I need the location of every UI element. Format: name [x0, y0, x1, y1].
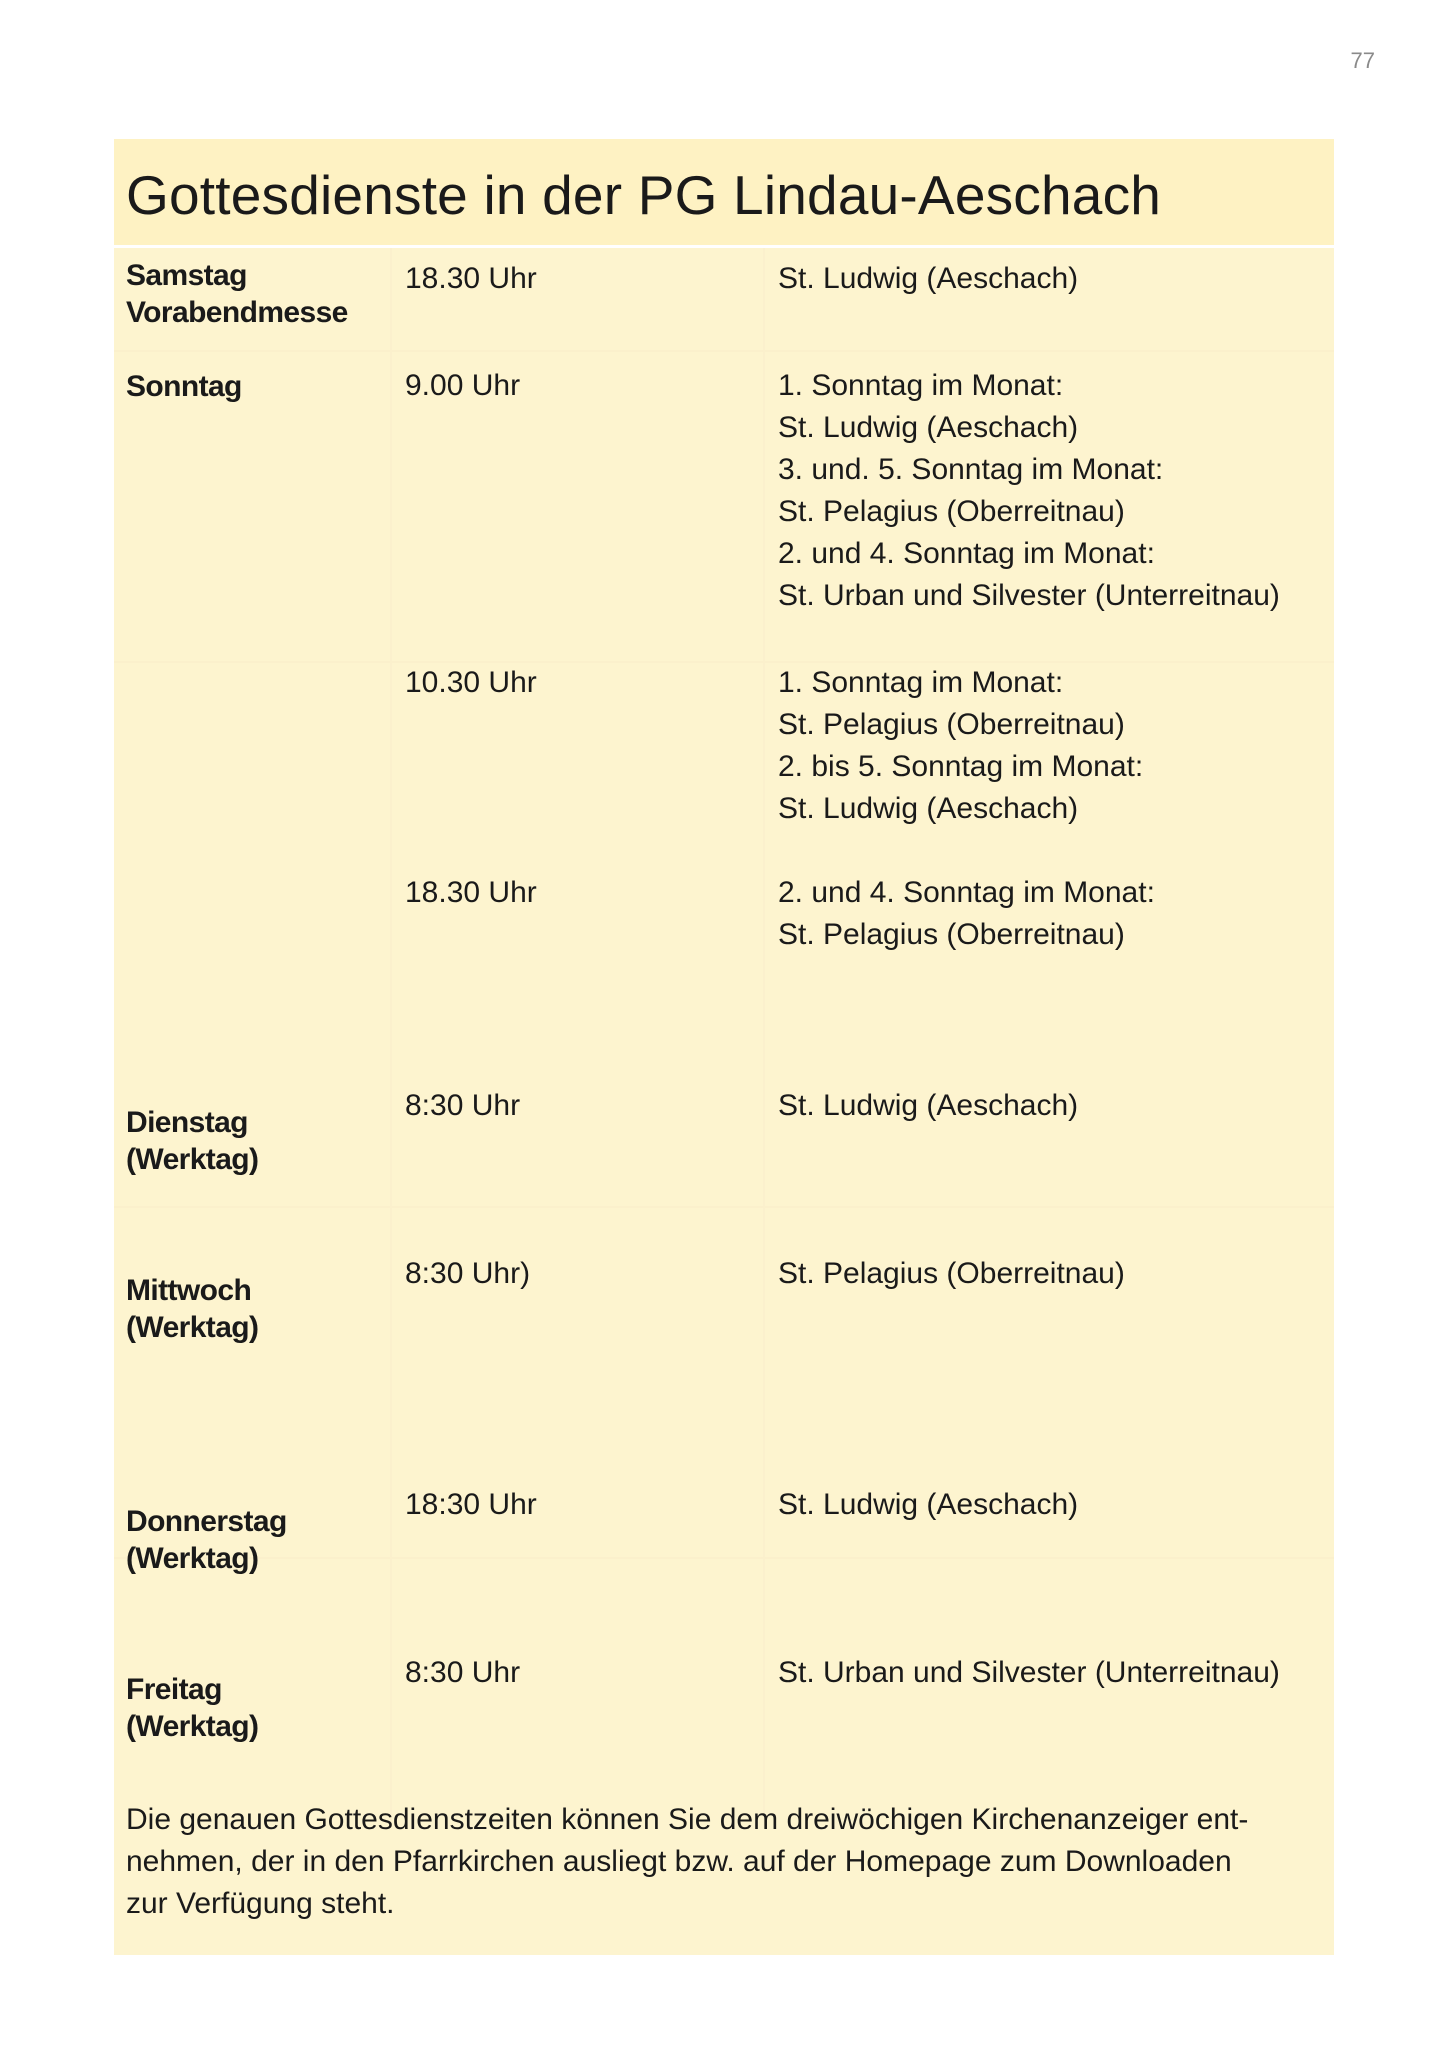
service-time: 18.30 Uhr	[405, 876, 537, 909]
service-time: 18:30 Uhr	[405, 1488, 537, 1521]
service-time: 9.00 Uhr	[405, 369, 521, 402]
footnote-line: Die genauen Gottesdienstzeiten können Sie dem dreiwöchigen Kirchenanzeiger ent-	[126, 1803, 1249, 1836]
footnote-line: nehmen, der in den Pfarrkirchen ausliegt bzw. auf der Homepage zum Downloaden	[126, 1845, 1232, 1878]
services-panel	[114, 139, 1334, 1955]
service-location	[778, 258, 1078, 300]
service-time: 8:30 Uhr	[405, 1656, 521, 1689]
column-separator	[763, 248, 765, 1828]
location-line: St. Ludwig (Aeschach)	[778, 262, 1079, 295]
service-location	[778, 1652, 1280, 1694]
service-location	[778, 365, 1280, 617]
day-label	[126, 1104, 258, 1178]
row-divider	[114, 661, 1334, 663]
service-location	[778, 872, 1155, 956]
location-line: St. Ludwig (Aeschach)	[778, 411, 1079, 444]
location-line: St. Ludwig (Aeschach)	[778, 1488, 1079, 1521]
row-divider	[114, 1557, 1334, 1559]
service-location	[778, 662, 1143, 830]
day-label	[126, 257, 348, 331]
location-line: St. Pelagius (Oberreitnau)	[778, 1257, 1125, 1290]
location-line: St. Urban und Silvester (Unterreitnau)	[778, 579, 1280, 612]
day-line: Freitag	[126, 1673, 222, 1706]
title-bar	[114, 139, 1334, 248]
day-line: Sonntag	[126, 370, 242, 403]
location-line: St. Ludwig (Aeschach)	[778, 792, 1079, 825]
location-line: St. Pelagius (Oberreitnau)	[778, 708, 1125, 741]
day-line: (Werktag)	[126, 1542, 259, 1575]
service-time: 18.30 Uhr	[405, 262, 537, 295]
row-divider	[114, 350, 1334, 352]
day-line: (Werktag)	[126, 1710, 259, 1743]
day-line: (Werktag)	[126, 1143, 259, 1176]
service-location	[778, 1085, 1078, 1127]
location-line: 3. und. 5. Sonntag im Monat:	[778, 453, 1164, 486]
service-time: 8:30 Uhr	[405, 1089, 521, 1122]
day-line: Vorabendmesse	[126, 296, 348, 329]
column-separator	[390, 248, 392, 1828]
day-line: Donnerstag	[126, 1505, 287, 1538]
location-line: St. Pelagius (Oberreitnau)	[778, 918, 1125, 951]
location-line: 1. Sonntag im Monat:	[778, 666, 1064, 699]
row-divider	[114, 1206, 1334, 1208]
day-label	[126, 1671, 258, 1745]
service-time: 8:30 Uhr)	[405, 1257, 531, 1290]
location-line: St. Pelagius (Oberreitnau)	[778, 495, 1125, 528]
day-label	[126, 1272, 258, 1346]
location-line: 2. und 4. Sonntag im Monat:	[778, 876, 1155, 909]
location-line: 2. und 4. Sonntag im Monat:	[778, 537, 1155, 570]
day-label	[126, 1503, 287, 1577]
day-line: Dienstag	[126, 1106, 248, 1139]
location-line: 1. Sonntag im Monat:	[778, 369, 1064, 402]
service-location	[778, 1484, 1078, 1526]
page-title: Gottesdienste in der PG Lindau-Aeschach	[126, 164, 1162, 226]
location-line: St. Urban und Silvester (Unterreitnau)	[778, 1656, 1280, 1689]
day-line: (Werktag)	[126, 1311, 259, 1344]
day-line: Mittwoch	[126, 1274, 252, 1307]
footnote	[126, 1799, 1326, 1925]
location-line: St. Ludwig (Aeschach)	[778, 1089, 1079, 1122]
footnote-line: zur Verfügung steht.	[126, 1887, 395, 1920]
service-location	[778, 1253, 1125, 1295]
location-line: 2. bis 5. Sonntag im Monat:	[778, 750, 1144, 783]
day-label	[126, 368, 242, 405]
day-line: Samstag	[126, 259, 247, 292]
service-time: 10.30 Uhr	[405, 666, 537, 699]
page-number: 77	[1350, 48, 1375, 73]
